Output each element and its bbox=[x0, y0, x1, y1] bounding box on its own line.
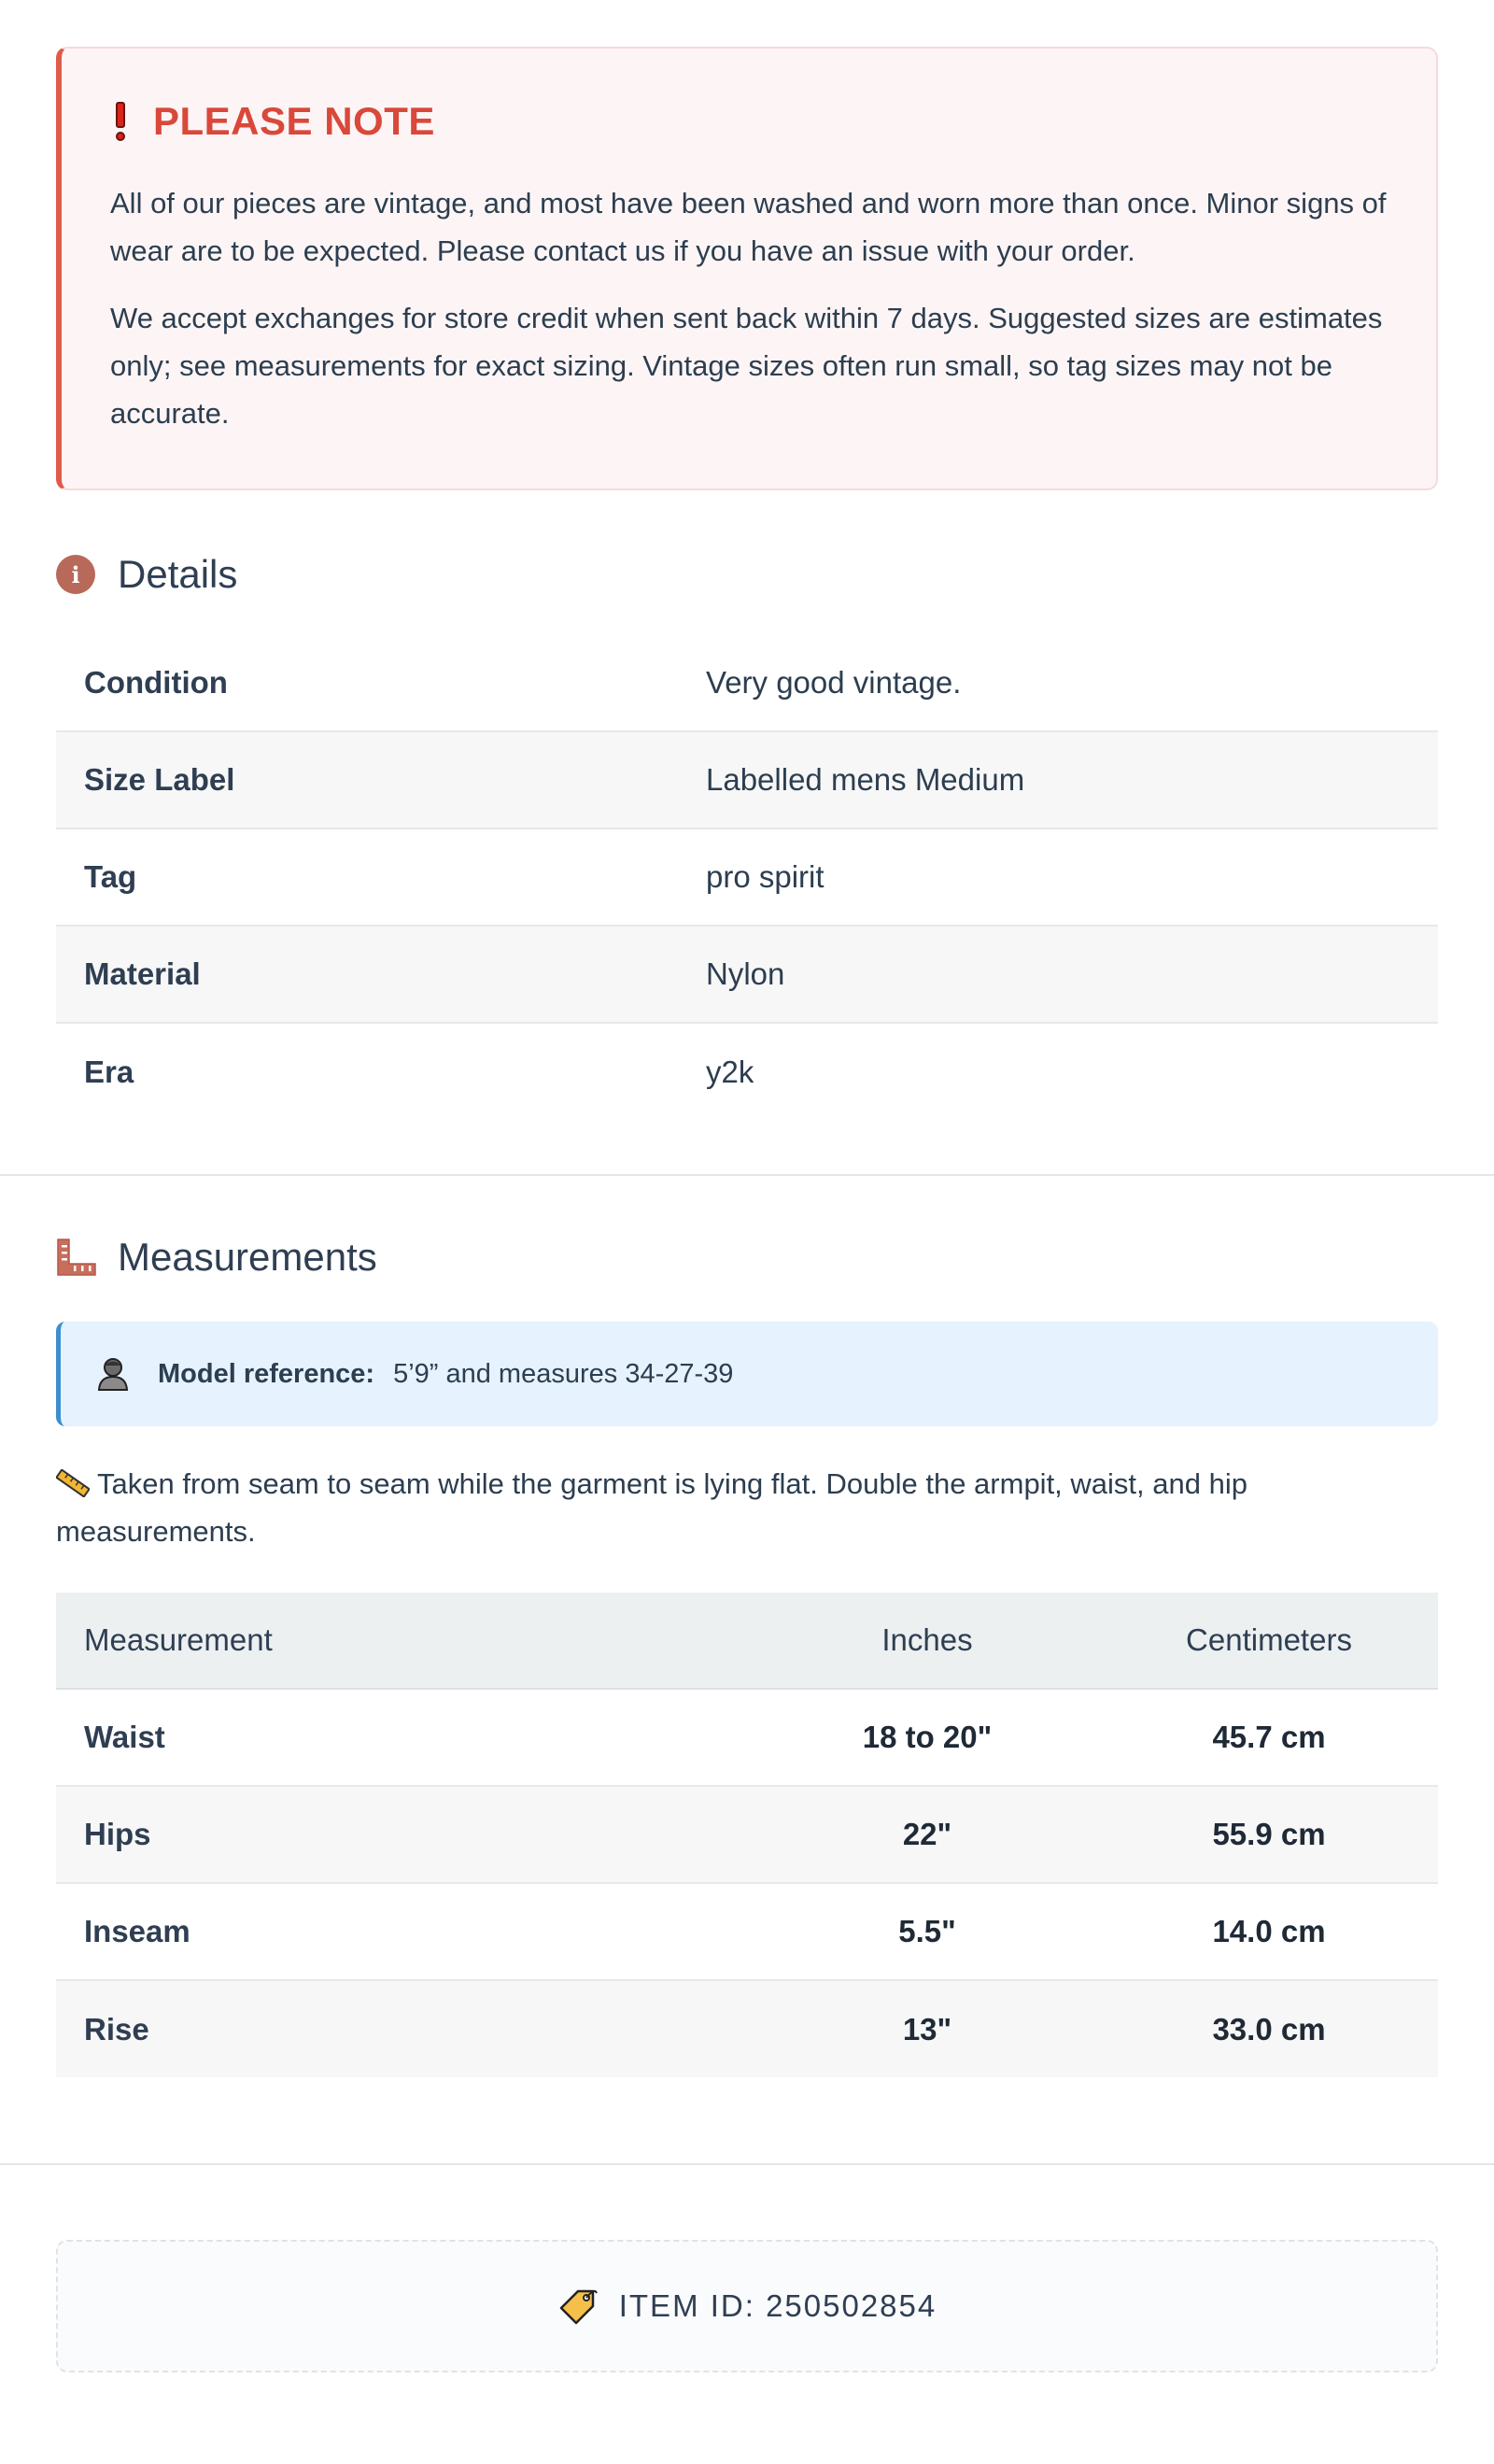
measurement-name: Inseam bbox=[56, 1883, 754, 1980]
measurements-heading-text: Measurements bbox=[118, 1235, 377, 1279]
measurement-cm: 14.0 cm bbox=[1100, 1883, 1438, 1980]
detail-value: Nylon bbox=[678, 926, 1438, 1023]
measurements-table bbox=[56, 1593, 1438, 2077]
notice-title-text: PLEASE NOTE bbox=[153, 99, 435, 143]
table-row bbox=[56, 1023, 1438, 1120]
detail-key: Era bbox=[84, 1054, 134, 1089]
details-heading-text: Details bbox=[118, 552, 238, 596]
table-row bbox=[56, 1689, 1438, 1786]
ruler-icon bbox=[56, 1238, 97, 1277]
measurement-inches: 5.5" bbox=[754, 1883, 1100, 1980]
measurement-cm: 45.7 cm bbox=[1100, 1689, 1438, 1786]
notice-title bbox=[110, 99, 1388, 144]
table-row bbox=[56, 1980, 1438, 2077]
ruler-pencil-icon bbox=[56, 1469, 90, 1497]
model-reference-label: Model reference: bbox=[158, 1358, 375, 1389]
measurement-cm: 33.0 cm bbox=[1100, 1980, 1438, 2077]
detail-value: Labelled mens Medium bbox=[678, 731, 1438, 828]
detail-key: Tag bbox=[56, 828, 678, 926]
model-reference-box bbox=[56, 1322, 1438, 1426]
table-row bbox=[56, 828, 1438, 926]
table-row bbox=[56, 731, 1438, 828]
detail-key: Condition bbox=[56, 634, 678, 731]
measurement-cm: 55.9 cm bbox=[1100, 1786, 1438, 1883]
detail-key: Material bbox=[56, 926, 678, 1023]
table-header-row bbox=[56, 1593, 1438, 1689]
measurement-name: Waist bbox=[56, 1689, 754, 1786]
table-row bbox=[56, 1883, 1438, 1980]
detail-value: Very good vintage. bbox=[678, 634, 1438, 731]
exclamation-icon bbox=[114, 102, 127, 141]
measurement-name: Hips bbox=[56, 1786, 754, 1883]
column-header-inches: Inches bbox=[754, 1593, 1100, 1689]
details-table bbox=[56, 634, 1438, 1120]
detail-value: y2k bbox=[706, 1054, 754, 1089]
table-row bbox=[56, 634, 1438, 731]
detail-key: Size Label bbox=[56, 731, 678, 828]
tag-icon bbox=[557, 2286, 599, 2327]
info-icon: i bbox=[56, 555, 95, 594]
item-id-box bbox=[56, 2240, 1438, 2372]
details-heading bbox=[56, 552, 1438, 597]
measurement-inches: 18 to 20" bbox=[754, 1689, 1100, 1786]
measurement-inches: 22" bbox=[754, 1786, 1100, 1883]
model-reference-value: 5’9” and measures 34-27-39 bbox=[393, 1358, 734, 1389]
measurement-note bbox=[56, 1460, 1438, 1555]
notice-paragraph-2: We accept exchanges for store credit when sent back within 7 days. Suggested sizes are estimates only; see measurements for exact sizing. Vintage sizes often run small, so tag sizes may not be accurate. bbox=[110, 302, 1383, 430]
column-header-centimeters: Centimeters bbox=[1100, 1593, 1438, 1689]
table-row bbox=[56, 926, 1438, 1023]
measurement-note-text: Taken from seam to seam while the garment is lying flat. Double the armpit, waist, and hip measurements. bbox=[56, 1467, 1247, 1548]
column-header-measurement: Measurement bbox=[56, 1593, 754, 1689]
person-icon bbox=[96, 1356, 130, 1392]
measurement-name: Rise bbox=[56, 1980, 754, 2077]
detail-value: pro spirit bbox=[678, 828, 1438, 926]
please-note-box bbox=[56, 47, 1438, 490]
measurement-inches: 13" bbox=[754, 1980, 1100, 2077]
table-row bbox=[56, 1786, 1438, 1883]
measurements-heading bbox=[56, 1234, 1438, 1281]
notice-paragraph-1: All of our pieces are vintage, and most have been washed and worn more than once. Minor signs of wear are to be expected. Please contact us if you have an issue with your order. bbox=[110, 187, 1387, 267]
item-id-text: ITEM ID: 250502854 bbox=[618, 2288, 937, 2323]
